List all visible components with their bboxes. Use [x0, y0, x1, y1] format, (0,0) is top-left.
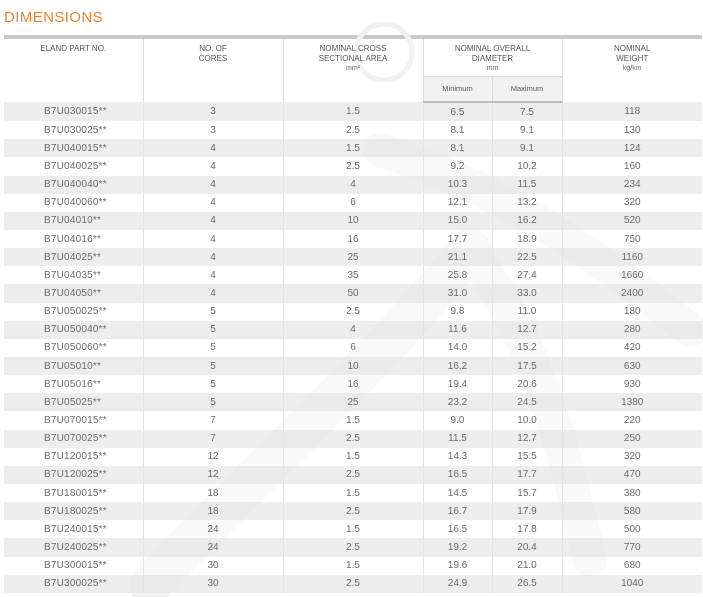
- cell-weight: 1380: [562, 393, 702, 411]
- cell-cores: 7: [143, 411, 283, 429]
- table-row: [4, 575, 702, 593]
- cell-part-number: B7U050060**: [4, 339, 143, 357]
- cell-diameter-max: 11.5: [492, 176, 562, 194]
- table-row: [4, 303, 702, 321]
- cell-sectional-area: 10: [283, 212, 423, 230]
- cell-weight: 1040: [562, 575, 702, 593]
- cell-cores: 4: [143, 176, 283, 194]
- table-row: [4, 339, 702, 357]
- cell-sectional-area: 16: [283, 230, 423, 248]
- header-area-unit: mm²: [346, 65, 360, 72]
- cell-cores: 18: [143, 484, 283, 502]
- cell-diameter-min: 14.0: [423, 339, 492, 357]
- cell-part-number: B7U040015**: [4, 139, 143, 157]
- cell-sectional-area: 16: [283, 375, 423, 393]
- cell-diameter-min: 9.8: [423, 303, 492, 321]
- cell-sectional-area: 4: [283, 176, 423, 194]
- cell-diameter-min: 12.1: [423, 194, 492, 212]
- cell-cores: 4: [143, 248, 283, 266]
- table-row: [4, 121, 702, 139]
- cell-part-number: B7U300015**: [4, 557, 143, 575]
- cell-weight: 1660: [562, 266, 702, 284]
- cell-cores: 5: [143, 393, 283, 411]
- cell-diameter-min: 9.0: [423, 411, 492, 429]
- cell-diameter-max: 24.5: [492, 393, 562, 411]
- cell-sectional-area: 2.5: [283, 575, 423, 593]
- cell-diameter-max: 33.0: [492, 284, 562, 302]
- cell-cores: 24: [143, 538, 283, 556]
- cell-cores: 4: [143, 266, 283, 284]
- cell-diameter-min: 17.7: [423, 230, 492, 248]
- cell-diameter-min: 16.5: [423, 466, 492, 484]
- cell-sectional-area: 6: [283, 339, 423, 357]
- cell-sectional-area: 35: [283, 266, 423, 284]
- cell-weight: 930: [562, 375, 702, 393]
- cell-part-number: B7U04010**: [4, 212, 143, 230]
- cell-weight: 118: [562, 102, 702, 121]
- table-row: [4, 139, 702, 157]
- cell-sectional-area: 2.5: [283, 502, 423, 520]
- cell-diameter-min: 21.1: [423, 248, 492, 266]
- cell-weight: 180: [562, 303, 702, 321]
- cell-diameter-max: 17.5: [492, 357, 562, 375]
- cell-sectional-area: 4: [283, 321, 423, 339]
- cell-sectional-area: 2.5: [283, 538, 423, 556]
- cell-sectional-area: 1.5: [283, 411, 423, 429]
- cell-weight: 680: [562, 557, 702, 575]
- cell-part-number: B7U040025**: [4, 157, 143, 175]
- cell-weight: 770: [562, 538, 702, 556]
- cell-part-number: B7U04016**: [4, 230, 143, 248]
- header-diameter-maximum: Maximum: [492, 77, 562, 102]
- cell-diameter-max: 10.2: [492, 157, 562, 175]
- cell-cores: 30: [143, 557, 283, 575]
- cell-diameter-min: 31.0: [423, 284, 492, 302]
- cell-diameter-min: 14.5: [423, 484, 492, 502]
- table-row: [4, 448, 702, 466]
- cell-diameter-max: 12.7: [492, 321, 562, 339]
- cell-diameter-max: 15.2: [492, 339, 562, 357]
- header-weight: [562, 39, 702, 102]
- cell-sectional-area: 6: [283, 194, 423, 212]
- cell-weight: 130: [562, 121, 702, 139]
- header-diameter-minimum: Minimum: [423, 77, 492, 102]
- cell-cores: 5: [143, 321, 283, 339]
- cell-diameter-max: 17.9: [492, 502, 562, 520]
- cell-diameter-max: 9.1: [492, 121, 562, 139]
- table-row: [4, 248, 702, 266]
- cell-weight: 160: [562, 157, 702, 175]
- cell-part-number: B7U040040**: [4, 176, 143, 194]
- cell-diameter-max: 10.0: [492, 411, 562, 429]
- cell-cores: 12: [143, 448, 283, 466]
- table-row: [4, 430, 702, 448]
- header-cores-line1: NO. OF: [199, 44, 227, 53]
- cell-part-number: B7U030015**: [4, 102, 143, 121]
- cell-sectional-area: 25: [283, 248, 423, 266]
- cell-weight: 320: [562, 448, 702, 466]
- table-row: [4, 194, 702, 212]
- header-area-line2: SECTIONAL AREA: [318, 54, 388, 63]
- cell-diameter-max: 21.0: [492, 557, 562, 575]
- header-sectional-area: [283, 39, 423, 102]
- cell-diameter-max: 18.9: [492, 230, 562, 248]
- cell-diameter-max: 17.7: [492, 466, 562, 484]
- cell-diameter-max: 27.4: [492, 266, 562, 284]
- table-row: [4, 357, 702, 375]
- cell-sectional-area: 10: [283, 357, 423, 375]
- cell-diameter-max: 11.0: [492, 303, 562, 321]
- cell-part-number: B7U180025**: [4, 502, 143, 520]
- cell-cores: 5: [143, 339, 283, 357]
- cell-weight: 380: [562, 484, 702, 502]
- cell-cores: 4: [143, 284, 283, 302]
- cell-diameter-min: 8.1: [423, 121, 492, 139]
- cell-weight: 500: [562, 520, 702, 538]
- table-row: [4, 538, 702, 556]
- cell-sectional-area: 25: [283, 393, 423, 411]
- cell-diameter-min: 19.4: [423, 375, 492, 393]
- cell-sectional-area: 2.5: [283, 157, 423, 175]
- cell-weight: 420: [562, 339, 702, 357]
- cell-part-number: B7U300025**: [4, 575, 143, 593]
- cell-diameter-min: 24.9: [423, 575, 492, 593]
- cell-sectional-area: 50: [283, 284, 423, 302]
- cell-part-number: B7U04050**: [4, 284, 143, 302]
- cell-cores: 4: [143, 157, 283, 175]
- cell-part-number: B7U04025**: [4, 248, 143, 266]
- cell-diameter-min: 6.5: [423, 102, 492, 121]
- cell-sectional-area: 1.5: [283, 102, 423, 121]
- header-part-label: ELAND PART NO.: [40, 44, 107, 53]
- cell-weight: 234: [562, 176, 702, 194]
- table-row: [4, 466, 702, 484]
- cell-diameter-min: 19.6: [423, 557, 492, 575]
- cell-part-number: B7U240025**: [4, 538, 143, 556]
- cell-part-number: B7U030025**: [4, 121, 143, 139]
- cell-cores: 4: [143, 194, 283, 212]
- table-row: [4, 266, 702, 284]
- cell-cores: 4: [143, 230, 283, 248]
- cell-weight: 2400: [562, 284, 702, 302]
- cell-cores: 3: [143, 121, 283, 139]
- cell-weight: 750: [562, 230, 702, 248]
- table-row: [4, 520, 702, 538]
- header-cores: [143, 39, 283, 102]
- cell-weight: 250: [562, 430, 702, 448]
- cell-diameter-min: 10.3: [423, 176, 492, 194]
- table-row: [4, 375, 702, 393]
- cell-diameter-min: 23.2: [423, 393, 492, 411]
- page-title: DIMENSIONS: [4, 9, 104, 26]
- cell-cores: 18: [143, 502, 283, 520]
- cell-cores: 7: [143, 430, 283, 448]
- header-weight-unit: kg/km: [622, 65, 642, 72]
- cell-sectional-area: 2.5: [283, 303, 423, 321]
- cell-part-number: B7U05016**: [4, 375, 143, 393]
- cell-diameter-max: 16.2: [492, 212, 562, 230]
- cell-diameter-min: 14.3: [423, 448, 492, 466]
- cell-sectional-area: 1.5: [283, 520, 423, 538]
- cell-cores: 5: [143, 357, 283, 375]
- table-row: [4, 230, 702, 248]
- cell-sectional-area: 1.5: [283, 448, 423, 466]
- cell-diameter-max: 22.5: [492, 248, 562, 266]
- header-diameter-unit: mm: [486, 65, 499, 72]
- cell-cores: 30: [143, 575, 283, 593]
- cell-weight: 1160: [562, 248, 702, 266]
- cell-diameter-min: 25.8: [423, 266, 492, 284]
- cell-sectional-area: 2.5: [283, 466, 423, 484]
- cell-part-number: B7U05010**: [4, 357, 143, 375]
- table-row: [4, 102, 702, 121]
- cell-sectional-area: 1.5: [283, 557, 423, 575]
- header-overall-diameter: [423, 39, 562, 77]
- cell-sectional-area: 1.5: [283, 484, 423, 502]
- cell-part-number: B7U180015**: [4, 484, 143, 502]
- cell-part-number: B7U04035**: [4, 266, 143, 284]
- cell-part-number: B7U240015**: [4, 520, 143, 538]
- cell-cores: 3: [143, 102, 283, 121]
- cell-diameter-max: 15.7: [492, 484, 562, 502]
- cell-weight: 280: [562, 321, 702, 339]
- cell-cores: 5: [143, 375, 283, 393]
- table-row: [4, 411, 702, 429]
- cell-cores: 4: [143, 139, 283, 157]
- header-weight-line2: WEIGHT: [616, 54, 649, 63]
- cell-weight: 470: [562, 466, 702, 484]
- cell-diameter-max: 12.7: [492, 430, 562, 448]
- cell-diameter-max: 20.6: [492, 375, 562, 393]
- cell-cores: 5: [143, 303, 283, 321]
- cell-part-number: B7U070025**: [4, 430, 143, 448]
- cell-diameter-max: 26.5: [492, 575, 562, 593]
- cell-sectional-area: 1.5: [283, 139, 423, 157]
- cell-diameter-min: 11.6: [423, 321, 492, 339]
- cell-sectional-area: 2.5: [283, 121, 423, 139]
- cell-diameter-min: 11.5: [423, 430, 492, 448]
- table-row: [4, 484, 702, 502]
- table-row: [4, 321, 702, 339]
- table-row: [4, 157, 702, 175]
- cell-diameter-min: 16.5: [423, 520, 492, 538]
- header-area-line1: NOMINAL CROSS: [319, 44, 387, 53]
- cell-weight: 320: [562, 194, 702, 212]
- header-diameter-line1: NOMINAL OVERALL: [454, 44, 531, 53]
- cell-diameter-min: 16.7: [423, 502, 492, 520]
- cell-part-number: B7U050025**: [4, 303, 143, 321]
- table-row: [4, 212, 702, 230]
- header-weight-line1: NOMINAL: [614, 44, 651, 53]
- table-row: [4, 557, 702, 575]
- cell-cores: 12: [143, 466, 283, 484]
- cell-weight: 124: [562, 139, 702, 157]
- cell-part-number: B7U05025**: [4, 393, 143, 411]
- cell-diameter-max: 9.1: [492, 139, 562, 157]
- header-diameter-line2: DIAMETER: [471, 54, 514, 63]
- cell-diameter-min: 8.1: [423, 139, 492, 157]
- cell-sectional-area: 2.5: [283, 430, 423, 448]
- cell-part-number: B7U050040**: [4, 321, 143, 339]
- cell-diameter-max: 7.5: [492, 102, 562, 121]
- cell-diameter-min: 16.2: [423, 357, 492, 375]
- cell-weight: 580: [562, 502, 702, 520]
- table-row: [4, 393, 702, 411]
- table-row: [4, 284, 702, 302]
- cell-cores: 24: [143, 520, 283, 538]
- header-cores-line2: CORES: [198, 54, 228, 63]
- cell-part-number: B7U070015**: [4, 411, 143, 429]
- table-row: [4, 502, 702, 520]
- cell-cores: 4: [143, 212, 283, 230]
- header-part-number: [4, 39, 143, 102]
- cell-diameter-max: 17.8: [492, 520, 562, 538]
- cell-part-number: B7U120025**: [4, 466, 143, 484]
- dimensions-table: [4, 39, 702, 593]
- cell-diameter-max: 20.4: [492, 538, 562, 556]
- cell-weight: 220: [562, 411, 702, 429]
- cell-part-number: B7U040060**: [4, 194, 143, 212]
- cell-diameter-min: 9.2: [423, 157, 492, 175]
- cell-diameter-max: 13.2: [492, 194, 562, 212]
- table-row: [4, 176, 702, 194]
- cell-part-number: B7U120015**: [4, 448, 143, 466]
- cell-diameter-min: 19.2: [423, 538, 492, 556]
- cell-diameter-max: 15.5: [492, 448, 562, 466]
- cell-weight: 520: [562, 212, 702, 230]
- cell-diameter-min: 15.0: [423, 212, 492, 230]
- cell-weight: 630: [562, 357, 702, 375]
